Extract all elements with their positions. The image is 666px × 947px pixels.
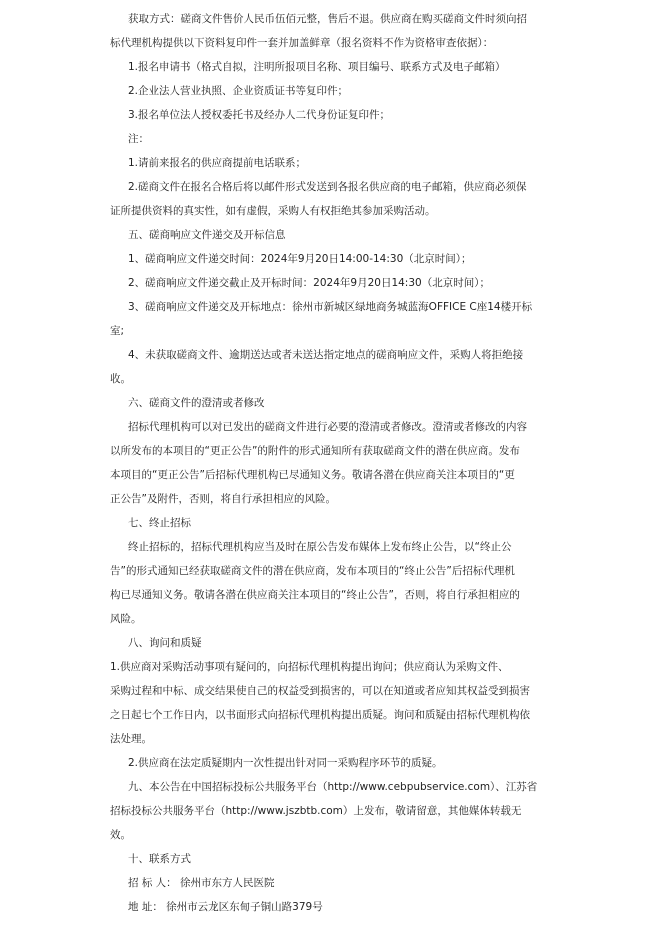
section-heading: 六、磋商文件的澄清或者修改 — [128, 397, 265, 409]
text-line: 2、磋商响应文件递交截止及开标时间：2024年9月20日14:30（北京时间）； — [128, 277, 490, 289]
text-line: 室; — [110, 325, 125, 337]
text-line: 2.企业法人营业执照、企业资质证书等复印件； — [128, 85, 349, 97]
text-line: 以所发布的本项目的“更正公告”的附件的形式通知所有获取磋商文件的潜在供应商。发布 — [110, 445, 520, 457]
text-line: 终止招标的，招标代理机构应当及时在原公告发布媒体上发布终止公告，以“终止公 — [128, 541, 512, 553]
text-line: 之日起七个工作日内，以书面形式向招标代理机构提出质疑。询问和质疑由招标代理机构依 — [110, 709, 530, 721]
text-line: 1.请前来报名的供应商提前电话联系； — [128, 157, 307, 169]
text-line: 2.供应商在法定质疑期内一次性提出针对同一采购程序环节的质疑。 — [128, 757, 443, 769]
text-line: 3、磋商响应文件递交及开标地点：徐州市新城区绿地商务城蓝海OFFICE C座14楼开标 — [128, 301, 533, 313]
text-line: 获取方式：磋商文件售价人民币伍佰元整，售后不退。供应商在购买磋商文件时须向招 — [128, 13, 527, 25]
text-line: 本项目的“更正公告”后招标代理机构已尽通知义务。敬请各潜在供应商关注本项目的“更 — [110, 469, 515, 481]
text-line: 风险。 — [110, 613, 142, 625]
text-line: 九、本公告在中国招标投标公共服务平台（http://www.cebpubservice.com）、江苏省 — [128, 781, 538, 793]
text-line: 采购过程和中标、成交结果使自己的权益受到损害的，可以在知道或者应知其权益受到损害 — [110, 685, 530, 697]
contact-address: 地 址： 徐州市云龙区东甸子铜山路379号 — [128, 901, 323, 913]
text-line: 构已尽通知义务。敬请各潜在供应商关注本项目的“终止公告”，否则，将自行承担相应的 — [110, 589, 520, 601]
section-heading: 七、终止招标 — [128, 517, 191, 529]
contact-purchaser: 招 标 人： 徐州市东方人民医院 — [128, 877, 275, 889]
text-line: 4、未获取磋商文件、逾期送达或者未送达指定地点的磋商响应文件，采购人将拒绝接 — [128, 349, 524, 361]
text-line: 1、磋商响应文件递交时间：2024年9月20日14:00-14:30（北京时间）； — [128, 253, 472, 265]
text-line: 1.供应商对采购活动事项有疑问的，向招标代理机构提出询问；供应商认为采购文件、 — [110, 661, 509, 673]
text-line: 效。 — [110, 829, 131, 841]
section-heading: 五、磋商响应文件递交及开标信息 — [128, 229, 286, 241]
section-heading: 十、联系方式 — [128, 853, 191, 865]
text-line: 招标投标公共服务平台（http://www.jszbtb.com）上发布，敬请留意，其他媒体转载无 — [110, 805, 522, 817]
text-line: 告”的形式通知已经获取磋商文件的潜在供应商，发布本项目的“终止公告”后招标代理机 — [110, 565, 515, 577]
text-line: 标代理机构提供以下资料复印件一套并加盖鲜章（报名资料不作为资格审查依据）： — [110, 37, 494, 49]
text-line: 正公告”及附件，否则，将自行承担相应的风险。 — [110, 493, 336, 505]
section-heading: 八、询问和质疑 — [128, 637, 202, 649]
text-line: 招标代理机构可以对已发出的磋商文件进行必要的澄清或者修改。澄清或者修改的内容 — [128, 421, 527, 433]
text-line: 证所提供资料的真实性，如有虚假，采购人有权拒绝其参加采购活动。 — [110, 205, 436, 217]
text-line: 2.磋商文件在报名合格后将以邮件形式发送到各报名供应商的电子邮箱，供应商必须保 — [128, 181, 527, 193]
text-line: 法处理。 — [110, 733, 152, 745]
text-line: 1.报名申请书（格式自拟，注明所报项目名称、项目编号、联系方式及电子邮箱） — [128, 61, 506, 73]
text-line: 注： — [128, 133, 149, 145]
text-line: 3.报名单位法人授权委托书及经办人二代身份证复印件； — [128, 109, 391, 121]
text-line: 收。 — [110, 373, 131, 385]
